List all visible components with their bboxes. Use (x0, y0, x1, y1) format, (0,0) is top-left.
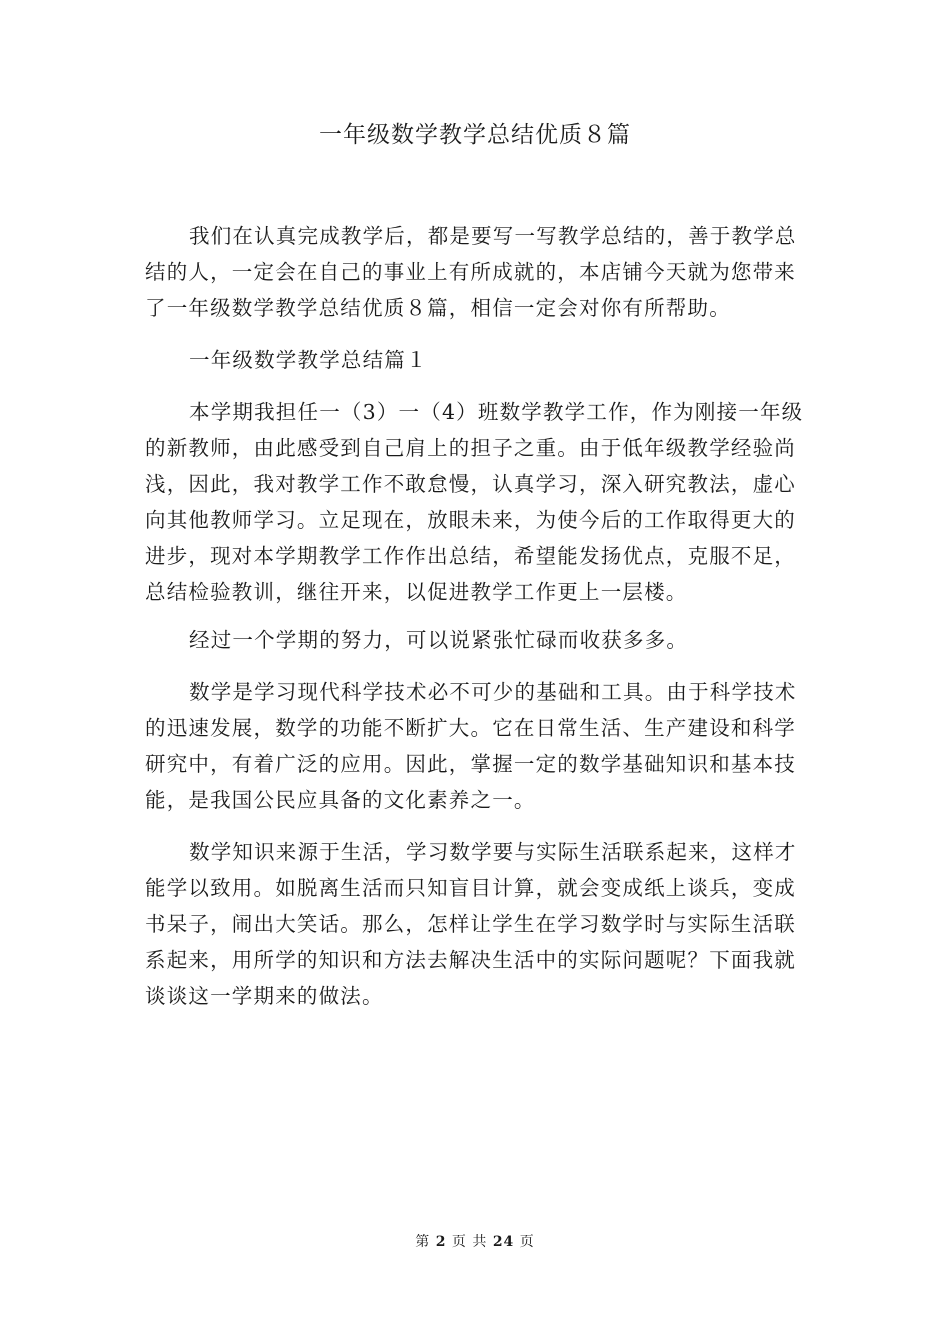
paragraph-line: 本学期我担任一（3）一（4）班数学教学工作，作为刚接一年级 (189, 400, 804, 424)
total-pages-number: 24 (492, 1234, 515, 1250)
body-paragraph-4 (145, 834, 809, 1014)
paragraph-line: 能学以致用。如脱离生活而只知盲目计算，就会变成纸上谈兵，变成 (145, 876, 796, 900)
paragraph-line: 总结检验教训，继往开来，以促进教学工作更上一层楼。 (145, 580, 688, 604)
footer-prefix: 第 (415, 1234, 431, 1250)
body-paragraph-3 (145, 674, 809, 818)
body-paragraph-1 (145, 394, 809, 610)
page-footer (0, 1232, 950, 1252)
paragraph-line: 数学是学习现代科学技术必不可少的基础和工具。由于科学技术 (189, 680, 797, 704)
paragraph-line: 系起来，用所学的知识和方法去解决生活中的实际问题呢？下面我就 (145, 948, 796, 972)
section-heading-text: 一年级数学教学总结篇１ (189, 348, 428, 372)
document-title: 一年级数学教学总结优质８篇 (319, 122, 631, 148)
section-heading (145, 342, 809, 378)
paragraph-line: 我们在认真完成教学后，都是要写一写教学总结的，善于教学总 (189, 224, 797, 248)
paragraph-line: 经过一个学期的努力，可以说紧张忙碌而收获多多。 (189, 628, 689, 652)
paragraph-line: 浅，因此，我对教学工作不敢怠慢，认真学习，深入研究教法，虚心 (145, 472, 796, 496)
current-page-number: 2 (435, 1234, 447, 1250)
paragraph-line: 能，是我国公民应具备的文化素养之一。 (145, 788, 536, 812)
paragraph-line: 的新教师，由此感受到自己肩上的担子之重。由于低年级教学经验尚 (145, 436, 796, 460)
paragraph-line: 结的人，一定会在自己的事业上有所成就的，本店铺今天就为您带来 (145, 260, 796, 284)
paragraph-line: 进步，现对本学期教学工作作出总结，希望能发扬优点，克服不足， (145, 544, 796, 568)
paragraph-line: 研究中，有着广泛的应用。因此，掌握一定的数学基础知识和基本技 (145, 752, 796, 776)
paragraph-line: 向其他教师学习。立足现在，放眼未来，为使今后的工作取得更大的 (145, 508, 796, 532)
footer-suffix: 页 (519, 1234, 535, 1250)
paragraph-line: 谈谈这一学期来的做法。 (145, 984, 384, 1008)
body-paragraph-2 (145, 622, 809, 658)
footer-middle: 页 共 (451, 1234, 488, 1250)
paragraph-line: 了一年级数学教学总结优质８篇，相信一定会对你有所帮助。 (145, 296, 731, 320)
paragraph-line: 数学知识来源于生活，学习数学要与实际生活联系起来，这样才 (189, 840, 797, 864)
document-body (145, 218, 809, 1014)
intro-paragraph (145, 218, 809, 326)
paragraph-line: 的迅速发展，数学的功能不断扩大。它在日常生活、生产建设和科学 (145, 716, 796, 740)
paragraph-line: 书呆子，闹出大笑话。那么，怎样让学生在学习数学时与实际生活联 (145, 912, 796, 936)
